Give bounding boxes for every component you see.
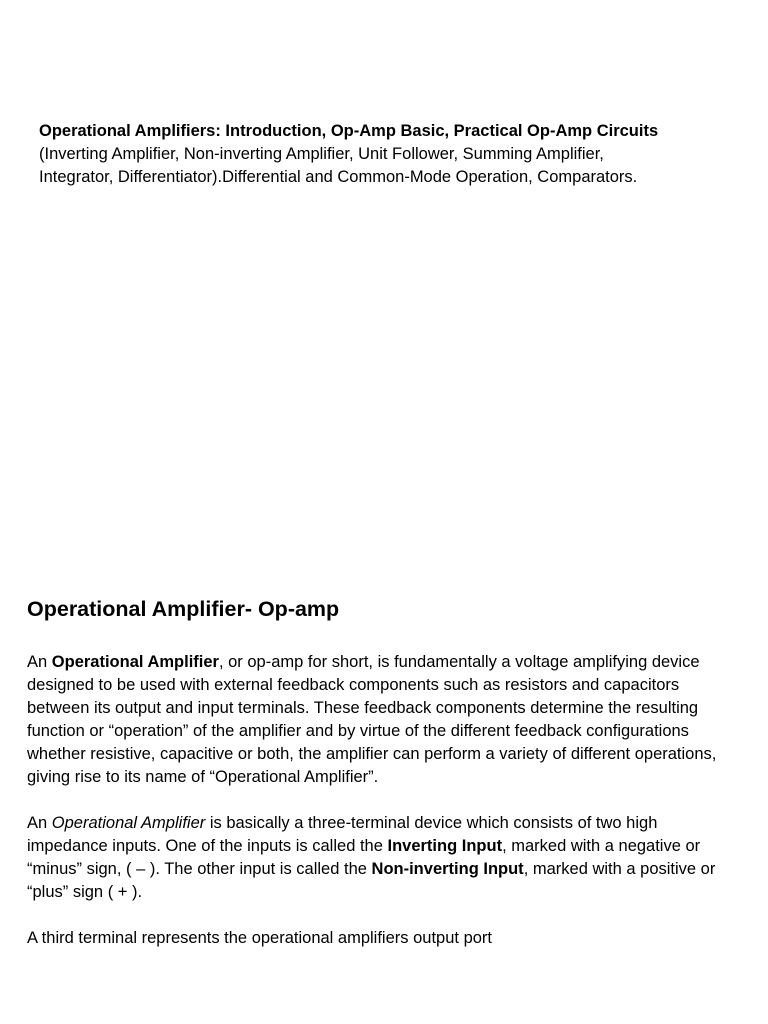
p1-bold-term: Operational Amplifier bbox=[51, 653, 219, 671]
p2-lead: An bbox=[27, 814, 52, 832]
syllabus-topics: (Inverting Amplifier, Non-inverting Amplifier, Unit Follower, Summing Amplifier, Integrator, Differentiator).Differential and Common-Mode Operation, Comparators. bbox=[39, 145, 638, 186]
paragraph-definition bbox=[27, 651, 739, 789]
p2-italic-term: Operational Amplifier bbox=[51, 814, 206, 832]
paragraph-terminals bbox=[27, 812, 739, 904]
syllabus-block bbox=[39, 120, 679, 189]
p1-body: , or op-amp for short, is fundamentally a voltage amplifying device designed to be used with external feedback components such as resistors and capacitors between its output and input terminals. These feedback components determine the resulting function or “operation” of the amplifier and by virtue of the different feedback configurations whether resistive, capacitive or both, the amplifier can perform a variety of different operations, giving rise to its name of “Operational Amplifier”. bbox=[27, 653, 717, 786]
paragraph-output-terminal: A third terminal represents the operational amplifiers output port bbox=[27, 929, 492, 947]
section-heading: Operational Amplifier- Op-amp bbox=[27, 597, 340, 621]
p2-part2: , marked with a negative or “minus” sign, ( – ). The other input is called the bbox=[27, 837, 701, 878]
p2-inverting-label: Inverting Input bbox=[387, 837, 503, 855]
p1-lead: An bbox=[27, 653, 52, 671]
p2-part1: is basically a three-terminal device which consists of two high impedance inputs. One of the inputs is called the bbox=[27, 814, 658, 855]
syllabus-title: Operational Amplifiers: Introduction, Op-Amp Basic, Practical Op-Amp Circuits bbox=[39, 122, 659, 140]
p2-part3: , marked with a positive or “plus” sign ( + ). bbox=[27, 860, 716, 901]
p2-noninverting-label: Non-inverting Input bbox=[371, 860, 524, 878]
